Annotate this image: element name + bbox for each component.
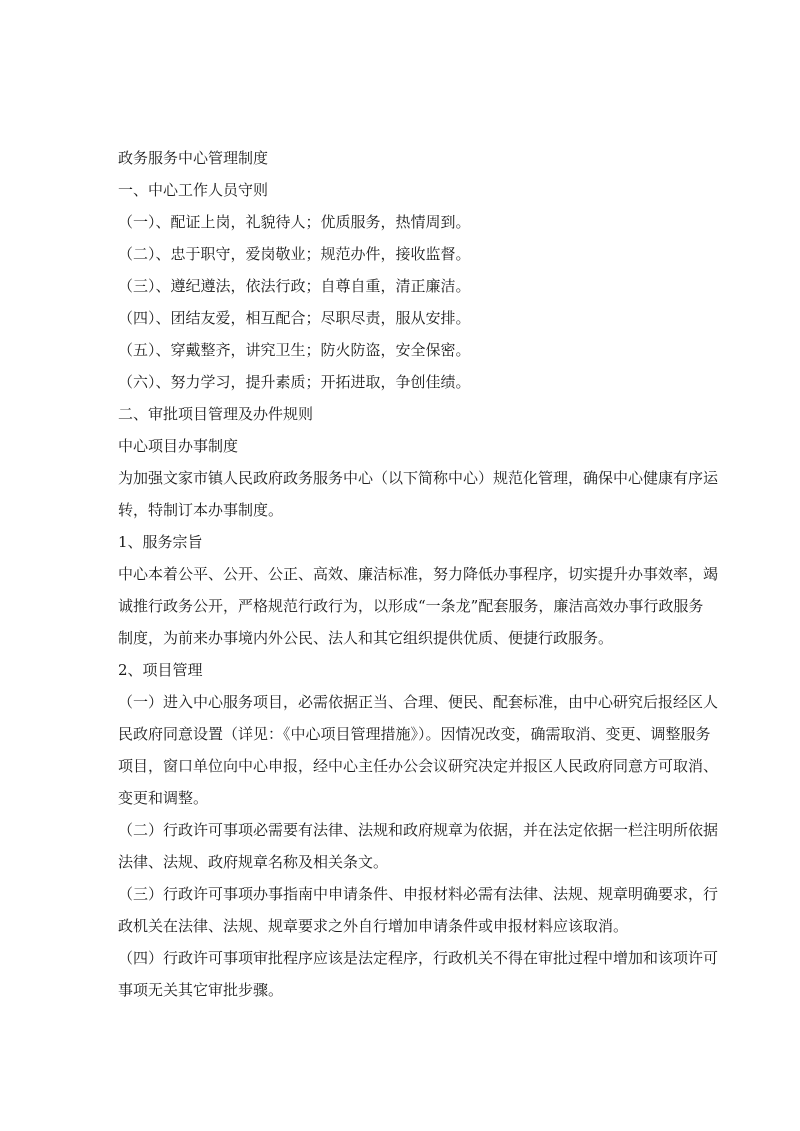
mgmt-item-line: 项目，窗口单位向中心申报，经中心主任办公会议研究决定并报区人民政府同意方可取消、 xyxy=(118,757,719,775)
purpose-line: 制度，为前来办事境内外公民、法人和其它组织提供优质、便捷行政服务。 xyxy=(118,629,614,647)
document-title: 政务服务中心管理制度 xyxy=(118,149,269,167)
mgmt-item-line: （四）行政许可事项审批程序应该是法定程序，行政机关不得在审批过程中增加和该项许可 xyxy=(118,949,719,967)
rule-item: （五）、穿戴整齐，讲究卫生；防火防盗，安全保密。 xyxy=(118,341,471,359)
mgmt-heading: 2、项目管理 xyxy=(118,661,203,679)
purpose-line: 中心本着公平、公开、公正、高效、廉洁标准，努力降低办事程序，切实提升办事效率，竭 xyxy=(118,565,719,583)
section1-heading: 一、中心工作人员守则 xyxy=(118,181,269,199)
rule-item: （六）、努力学习，提升素质；开拓进取，争创佳绩。 xyxy=(118,373,471,391)
mgmt-item-line: 变更和调整。 xyxy=(118,789,209,807)
purpose-heading: 1、服务宗旨 xyxy=(118,533,203,551)
purpose-line: 诚推行政务公开，严格规范行政行为，以形成“一条龙”配套服务，廉洁高效办事行政服务 xyxy=(118,597,704,615)
mgmt-item-line: （一）进入中心服务项目，必需依据正当、合理、便民、配套标准，由中心研究后报经区人 xyxy=(118,693,719,711)
section2-subheading: 中心项目办事制度 xyxy=(118,437,239,455)
mgmt-item-line: 法律、法规、政府规章名称及相关条文。 xyxy=(118,853,389,871)
rule-item: （二）、忠于职守，爱岗敬业；规范办件，接收监督。 xyxy=(118,245,471,263)
document-body xyxy=(118,142,719,1006)
intro-line: 为加强文家市镇人民政府政务服务中心（以下简称中心）规范化管理，确保中心健康有序运 xyxy=(118,469,719,487)
mgmt-item-line: 政机关在法律、法规、规章要求之外自行增加申请条件或申报材料应该取消。 xyxy=(118,917,629,935)
rule-item: （三）、遵纪遵法，依法行政；自尊自重，清正廉洁。 xyxy=(118,277,471,295)
section2-heading: 二、审批项目管理及办件规则 xyxy=(118,405,314,423)
rule-item: （一）、配证上岗，礼貌待人；优质服务，热情周到。 xyxy=(118,213,471,231)
mgmt-item-line: 事项无关其它审批步骤。 xyxy=(118,981,284,999)
mgmt-item-line: （二）行政许可事项必需要有法律、法规和政府规章为依据，并在法定依据一栏注明所依据 xyxy=(118,821,719,839)
mgmt-item-line: （三）行政许可事项办事指南中申请条件、申报材料必需有法律、法规、规章明确要求，行 xyxy=(118,885,719,903)
rule-item: （四）、团结友爱，相互配合；尽职尽责，服从安排。 xyxy=(118,309,471,327)
mgmt-item-line: 民政府同意设置（详见：《中心项目管理措施》）。因情况改变，确需取消、变更、调整服务 xyxy=(118,725,711,743)
intro-line: 转，特制订本办事制度。 xyxy=(118,501,284,519)
